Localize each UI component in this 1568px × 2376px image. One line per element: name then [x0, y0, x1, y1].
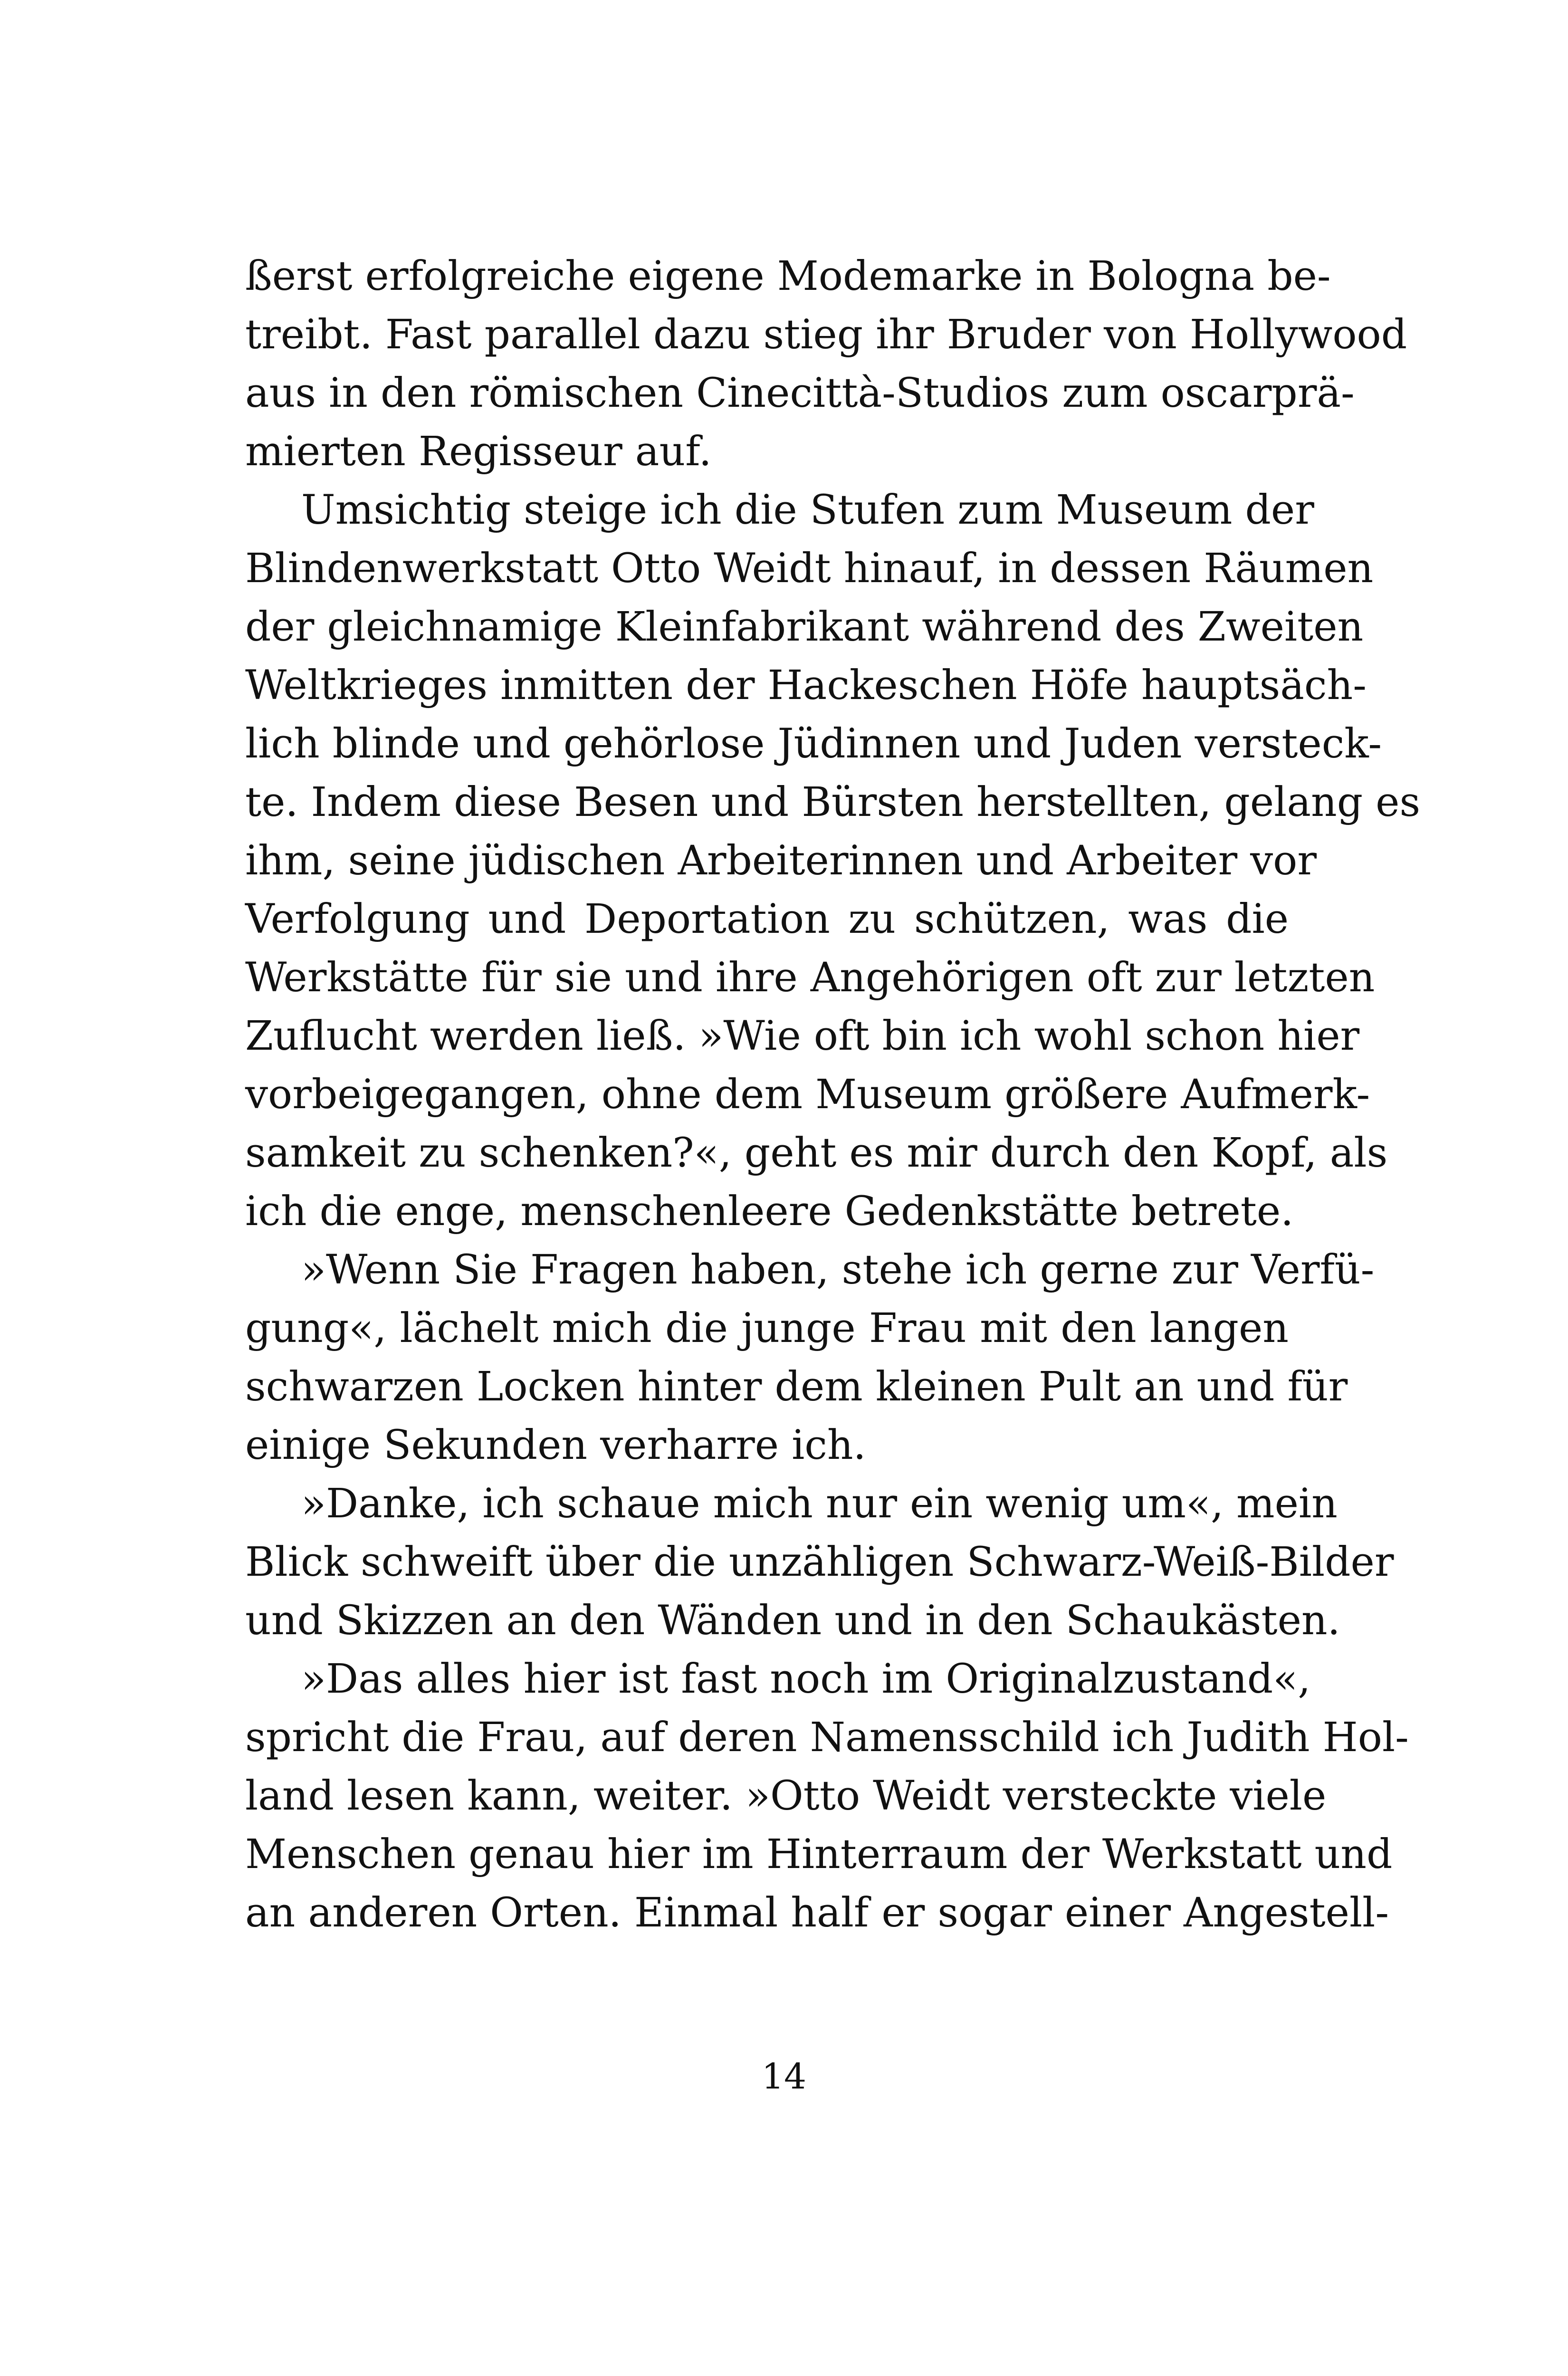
text-line: land lesen kann, weiter. »Otto Weidt versteckte viele	[245, 1772, 1327, 1820]
paragraph-start-line: Umsichtig steige ich die Stufen zum Museum der	[301, 487, 1314, 534]
text-line: spricht die Frau, auf deren Namensschild ich Judith Hol-	[245, 1714, 1409, 1761]
text-line: der gleichnamige Kleinfabrikant während des Zweiten	[245, 604, 1364, 651]
text-line: Zuflucht werden ließ. »Wie oft bin ich wohl schon hier	[245, 1013, 1360, 1060]
text-line: einige Sekunden verharre ich.	[245, 1422, 866, 1469]
text-line: Blindenwerkstatt Otto Weidt hinauf, in dessen Räumen	[245, 545, 1374, 592]
text-line: te. Indem diese Besen und Bürsten herstellten, gelang es	[245, 779, 1421, 826]
text-line: ihm, seine jüdischen Arbeiterinnen und Arbeiter vor	[245, 837, 1317, 884]
text-line: und Skizzen an den Wänden und in den Schaukästen.	[245, 1597, 1340, 1644]
text-line: Weltkrieges inmitten der Hackeschen Höfe hauptsäch-	[245, 662, 1367, 709]
text-line: ßerst erfolgreiche eigene Modemarke in Bologna be-	[245, 253, 1331, 300]
text-line: treibt. Fast parallel dazu stieg ihr Bruder von Hollywood	[245, 311, 1407, 358]
text-line: schwarzen Locken hinter dem kleinen Pult an und für	[245, 1363, 1348, 1410]
page-number: 14	[761, 2056, 807, 2097]
text-line: lich blinde und gehörlose Jüdinnen und Juden versteck-	[245, 720, 1382, 767]
text-line: Werkstätte für sie und ihre Angehörigen oft zur letzten	[245, 954, 1375, 1001]
paragraph-start-line: »Danke, ich schaue mich nur ein wenig um«, mein	[301, 1480, 1338, 1527]
text-line: mierten Regisseur auf.	[245, 428, 712, 475]
text-line: aus in den römischen Cinecittà-Studios zum oscarprä-	[245, 370, 1355, 417]
body-text	[245, 247, 1421, 1942]
text-line: vorbeigegangen, ohne dem Museum größere Aufmerk-	[245, 1071, 1370, 1118]
text-line: Menschen genau hier im Hinterraum der Werkstatt und	[245, 1831, 1393, 1878]
text-line: Blick schweift über die unzähligen Schwarz-Weiß-Bilder	[245, 1539, 1394, 1586]
text-line: Verfolgung und Deportation zu schützen, was die	[245, 896, 1289, 943]
paragraph-start-line: »Wenn Sie Fragen haben, stehe ich gerne zur Verfü-	[301, 1246, 1375, 1293]
text-line: an anderen Orten. Einmal half er sogar einer Angestell-	[245, 1889, 1389, 1936]
paragraph-start-line: »Das alles hier ist fast noch im Originalzustand«,	[301, 1656, 1311, 1703]
text-line: samkeit zu schenken?«, geht es mir durch den Kopf, als	[245, 1130, 1388, 1177]
text-line: gung«, lächelt mich die junge Frau mit den langen	[245, 1305, 1289, 1352]
text-line: ich die enge, menschenleere Gedenkstätte betrete.	[245, 1188, 1294, 1235]
